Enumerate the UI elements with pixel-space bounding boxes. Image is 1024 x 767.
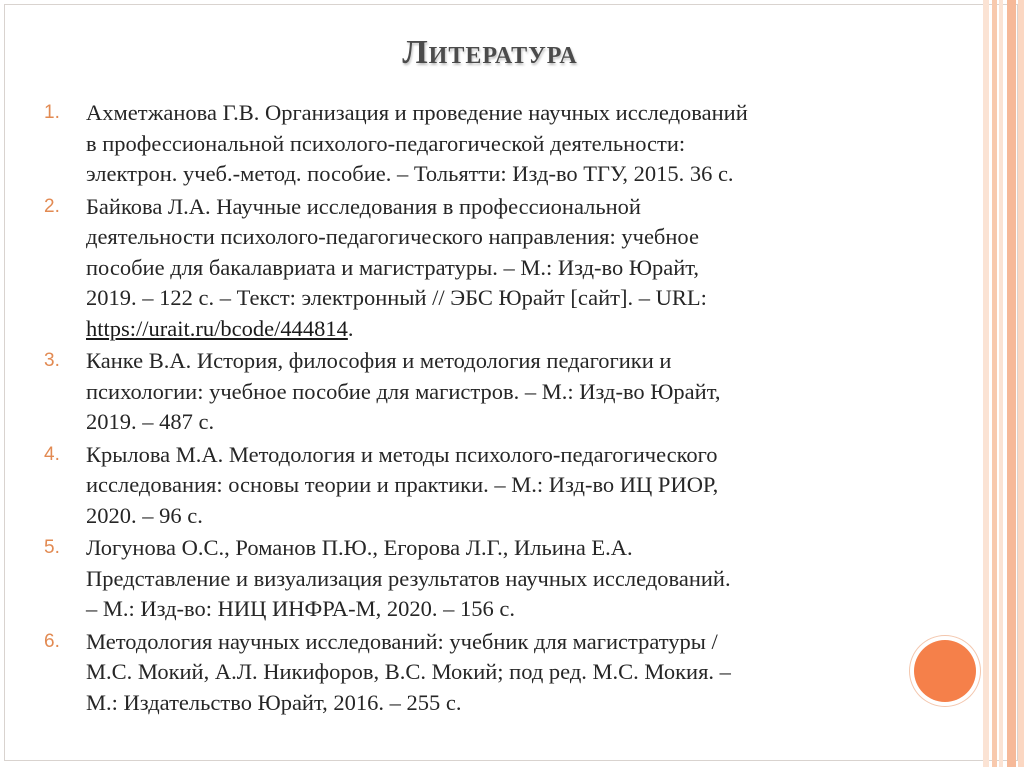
reference-item-2	[44, 192, 924, 345]
stripe	[1018, 0, 1024, 767]
reference-text: Ахметжанова Г.В. Организация и проведение научных исследований в профессиональной психолого-педагогической деятельности: электрон. учеб.-метод. пособие. – Тольятти: Изд-во ТГУ, 2015. 36 с.	[86, 100, 748, 186]
decorative-circle	[914, 640, 976, 702]
reference-text: Байкова Л.А. Научные исследования в профессиональной деятельности психолого-педагогического направления: учебное пособие для бакалавриата и магистратуры. – М.: Изд-во Юрайт, 2019. – 122 с. – Текст: электронный // ЭБС Юрайт [сайт]. – URL:	[86, 193, 707, 310]
reference-number: 5.	[44, 537, 60, 558]
reference-item-6	[44, 627, 924, 719]
reference-url-link[interactable]: https://urait.ru/bcode/444814	[86, 315, 348, 341]
reference-item-1	[44, 98, 924, 190]
reference-text: Канке В.А. История, философия и методология педагогики и психологии: учебное пособие для магистров. – М.: Изд-во Юрайт, 2019. – 487 с.	[86, 348, 721, 434]
reference-text: Логунова О.С., Романов П.Ю., Егорова Л.Г., Ильина Е.А. Представление и визуализация результатов научных исследований. – М.: Изд-во: НИЦ ИНФРА-М, 2020. – 156 с.	[86, 535, 731, 621]
slide-title: Литература	[402, 34, 578, 71]
reference-number: 3.	[44, 350, 60, 371]
decorative-stripes	[980, 0, 1024, 767]
reference-item-5	[44, 533, 924, 625]
stripe	[992, 0, 997, 767]
reference-text: Крылова М.А. Методология и методы психолого-педагогического исследования: основы теории и практики. – М.: Изд-во ИЦ РИОР, 2020. – 96 с.	[86, 441, 719, 528]
stripe	[983, 0, 989, 767]
reference-number: 6.	[44, 630, 60, 652]
reference-text-container	[86, 192, 924, 345]
stripe	[1007, 0, 1016, 767]
reference-list	[44, 98, 924, 720]
reference-item-3	[44, 346, 924, 438]
reference-item-4	[44, 440, 924, 532]
reference-number: 2.	[44, 195, 60, 217]
reference-number: 4.	[44, 443, 60, 465]
stripe	[999, 0, 1003, 767]
reference-number: 1.	[44, 102, 60, 123]
reference-text: Методология научных исследований: учебник для магистратуры / М.С. Мокий, А.Л. Никифоров, В.С. Мокий; под ред. М.С. Мокия. – М.: Издательство Юрайт, 2016. – 255 с.	[86, 628, 731, 715]
reference-text-end: .	[347, 315, 354, 341]
